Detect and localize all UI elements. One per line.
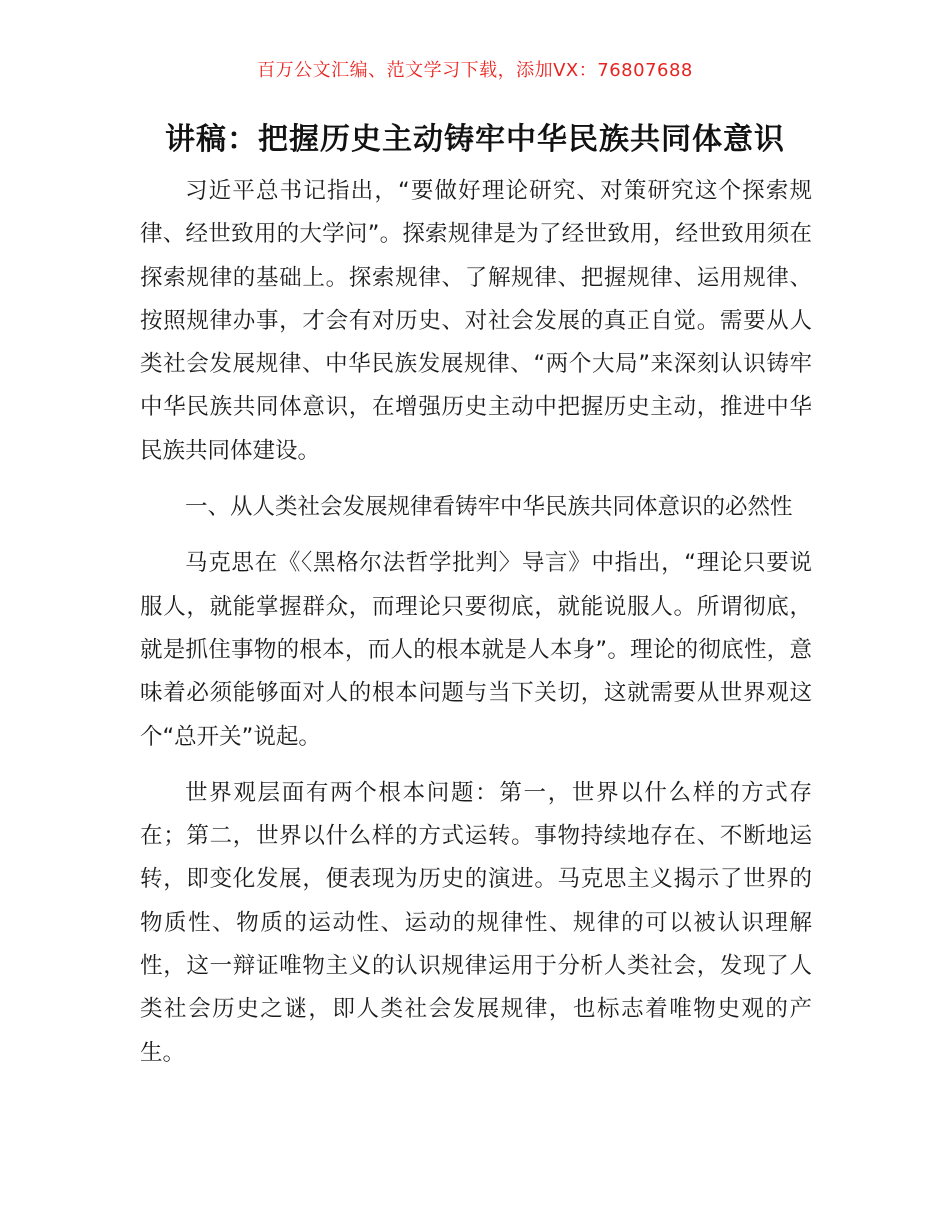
paragraph-marx-quote: 马克思在《〈黑格尔法哲学批判〉导言》中指出，“理论只要说服人，就能掌握群众，而理论只要彻底，就能说服人。所谓彻底，就是抓住事物的根本，而人的根本就是人本身”。理论的彻底性，意味着必须能够面对人的根本问题与当下关切，这就需要从世界观这个“总开关”说起。 <box>140 550 812 750</box>
paragraph-intro: 习近平总书记指出，“要做好理论研究、对策研究这个探索规律、经世致用的大学问”。探索规律是为了经世致用，经世致用须在探索规律的基础上。探索规律、了解规律、把握规律、运用规律、按照规律办事，才会有对历史、对社会发展的真正自觉。需要从人类社会发展规律、中华民族发展规律、“两个大局”来深刻认识铸牢中华民族共同体意识，在增强历史主动中把握历史主动，推进中华民族共同体建设。 <box>140 178 812 464</box>
section-heading-1: 一、从人类社会发展规律看铸牢中华民族共同体意识的必然性 <box>185 494 793 521</box>
document-title: 讲稿：把握历史主动铸牢中华民族共同体意识 <box>165 122 785 157</box>
document-body <box>140 170 812 1075</box>
watermark-banner: 百万公文汇编、范文学习下载，添加VX：76807688 <box>257 60 693 81</box>
paragraph-worldview: 世界观层面有两个根本问题：第一，世界以什么样的方式存在；第二，世界以什么样的方式运转。事物持续地存在、不断地运转，即变化发展，便表现为历史的演进。马克思主义揭示了世界的物质性、物质的运动性、运动的规律性、规律的可以被认识理解性，这一辩证唯物主义的认识规律运用于分析人类社会，发现了人类社会历史之谜，即人类社会发展规律，也标志着唯物史观的产生。 <box>140 779 812 1066</box>
